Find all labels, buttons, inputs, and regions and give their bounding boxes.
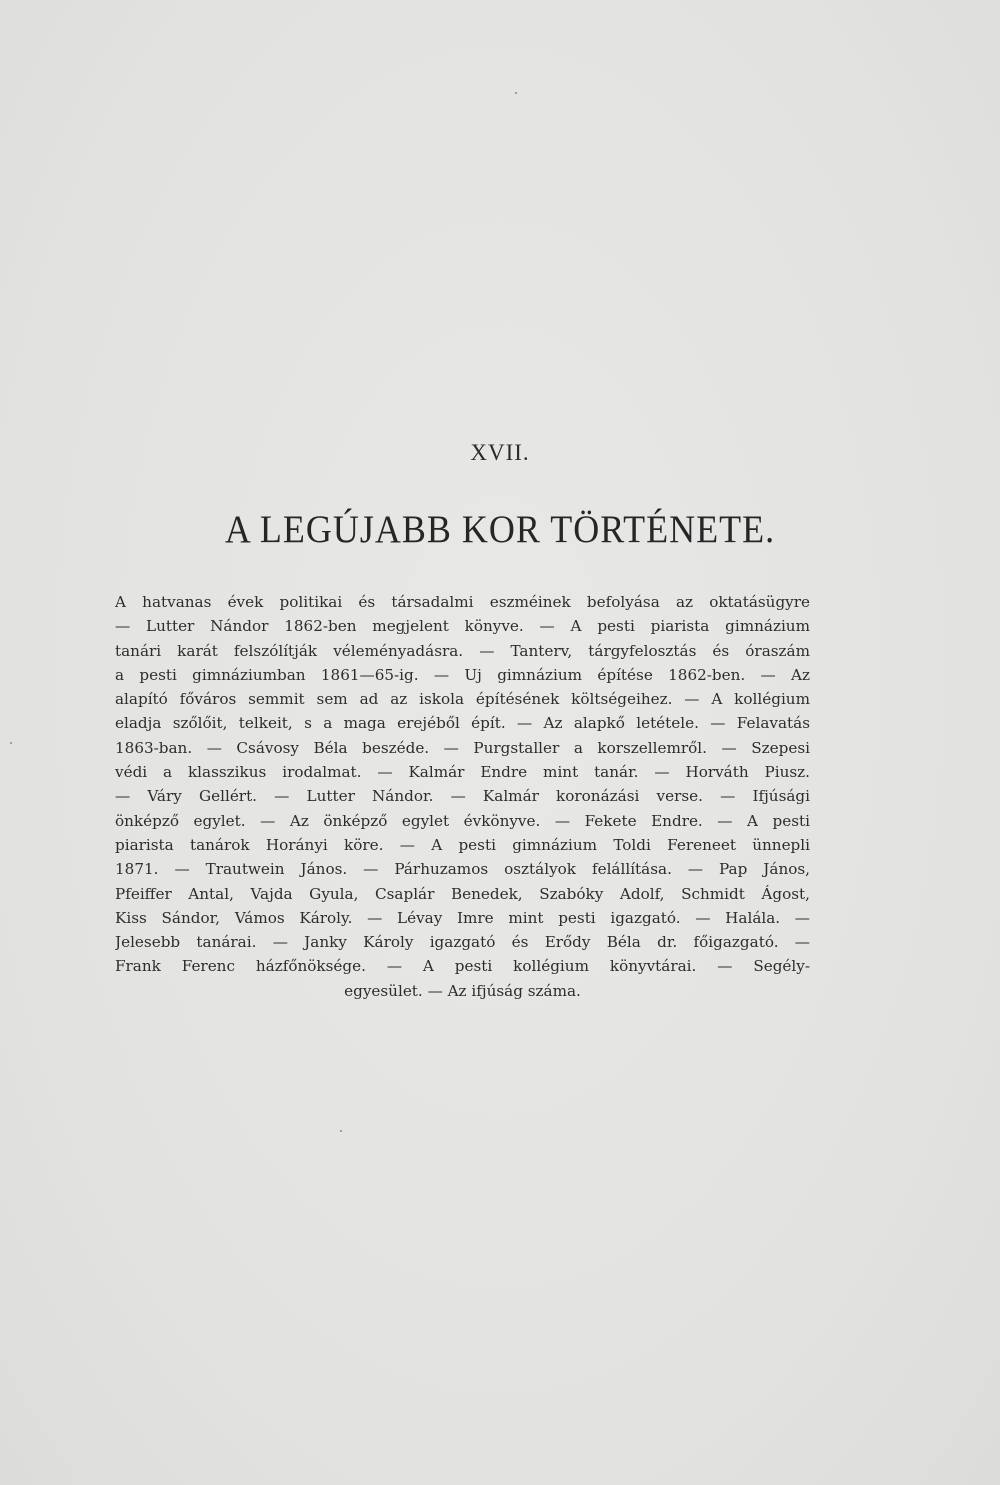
summary-line: — Váry Gellért. — Lutter Nándor. — Kalmár koronázási verse. — Ifjúsági <box>115 787 810 806</box>
summary-line: eladja szőlőit, telkeit, s a maga erejéből épít. — Az alapkő letétele. — Felavatás <box>115 714 810 733</box>
summary-line: Kiss Sándor, Vámos Károly. — Lévay Imre mint pesti igazgató. — Halála. — <box>115 908 810 927</box>
summary-line: önképző egylet. — Az önképző egylet évkönyve. — Fekete Endre. — A pesti <box>115 811 810 830</box>
summary-line: piarista tanárok Horányi köre. — A pesti gimnázium Toldi Fereneet ünnepli <box>115 835 810 854</box>
chapter-number: XVII. <box>470 440 530 465</box>
paper-speck <box>340 1130 342 1132</box>
summary-line: 1863-ban. — Csávosy Béla beszéde. — Purgstaller a korszellemről. — Szepesi <box>115 738 810 757</box>
chapter-summary <box>115 590 810 1003</box>
summary-line: tanári karát felszólítják véleményadásra. — Tanterv, tárgyfelosztás és óraszám <box>115 641 810 660</box>
paper-speck <box>10 742 12 744</box>
summary-line: Pfeiffer Antal, Vajda Gyula, Csaplár Benedek, Szabóky Adolf, Schmidt Ágost, <box>115 884 810 903</box>
chapter-title: A LEGÚJABB KOR TÖRTÉNETE. <box>224 507 776 551</box>
paper-speck <box>515 92 517 94</box>
summary-line: A hatvanas évek politikai és társadalmi eszméinek befolyása az oktatásügyre <box>115 593 810 611</box>
summary-line: — Lutter Nándor 1862-ben megjelent könyve. — A pesti piarista gimnázium <box>115 617 810 636</box>
summary-line: alapító főváros semmit sem ad az iskola építésének költségeihez. — A kollégium <box>115 690 810 709</box>
summary-line: Jelesebb tanárai. — Janky Károly igazgató és Erődy Béla dr. főigazgató. — <box>115 933 810 952</box>
summary-line: 1871. — Trautwein János. — Párhuzamos osztályok felállítása. — Pap János, <box>115 860 810 879</box>
summary-line: védi a klasszikus irodalmat. — Kalmár Endre mint tanár. — Horváth Piusz. <box>115 763 810 782</box>
summary-line: egyesület. — Az ifjúság száma. <box>344 981 581 1000</box>
summary-line: Frank Ferenc házfőnöksége. — A pesti kollégium könyvtárai. — Segély- <box>115 957 810 976</box>
summary-line: a pesti gimnáziumban 1861—65-ig. — Uj gimnázium építése 1862-ben. — Az <box>115 665 810 684</box>
